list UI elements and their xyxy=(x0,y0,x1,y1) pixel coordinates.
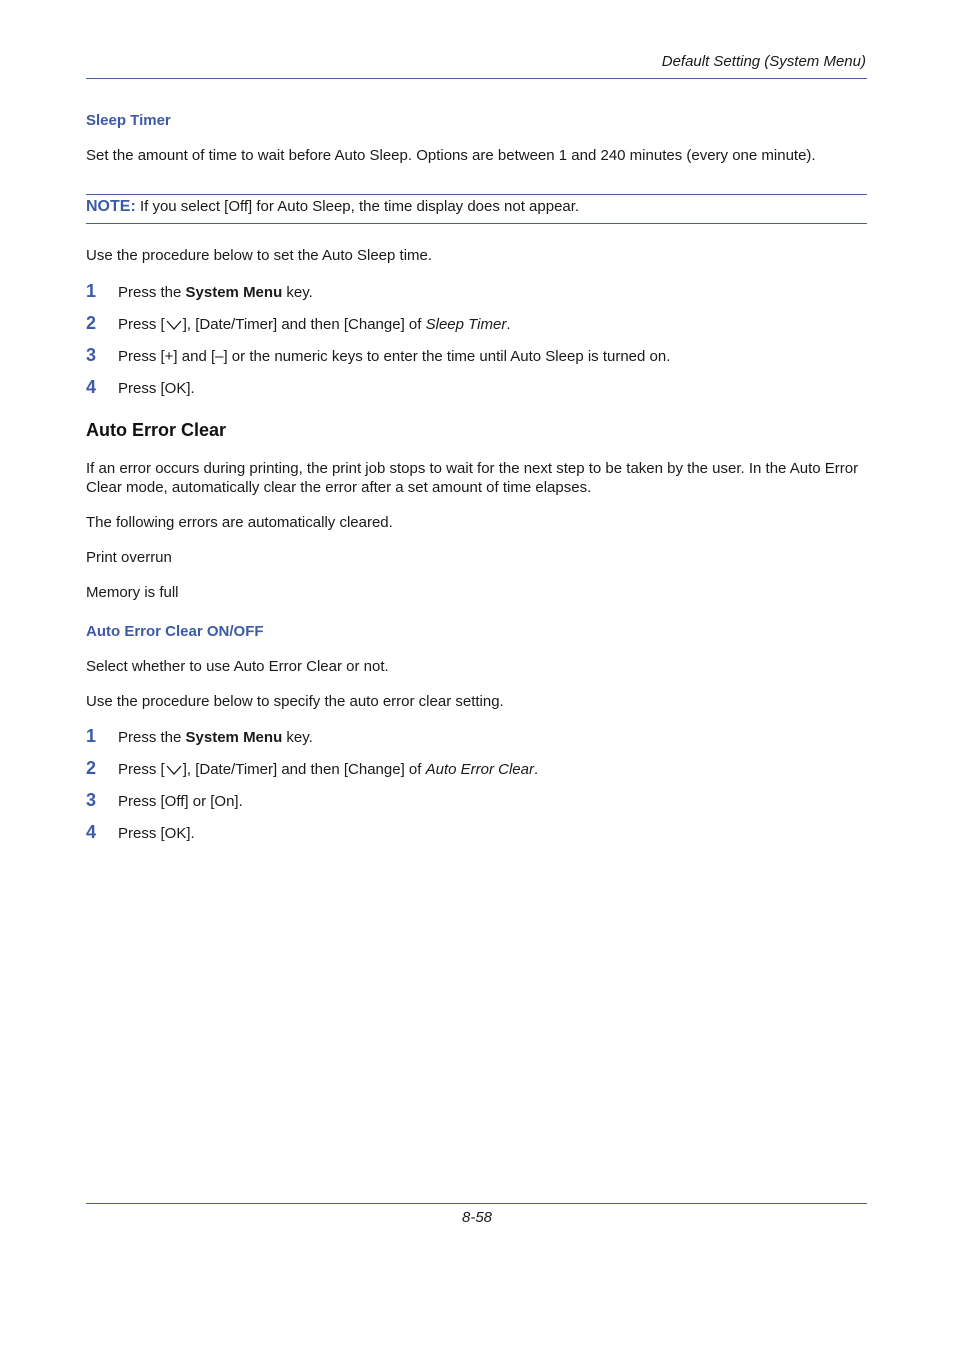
step-number: 4 xyxy=(86,377,97,397)
sleep-step-3: 3 Press [+] and [–] or the numeric keys to enter the time until Auto Sleep is turned on. xyxy=(86,345,671,365)
aec-step-1: 1 Press the System Menu key. xyxy=(86,726,313,746)
sleep-step-1: 1 Press the System Menu key. xyxy=(86,281,313,301)
note-label: NOTE: xyxy=(86,198,136,215)
errors-intro: The following errors are automatically cleared. xyxy=(86,514,393,531)
footer-rule xyxy=(86,1203,867,1204)
sleep-step-4: 4 Press [OK]. xyxy=(86,377,195,397)
step-number: 4 xyxy=(86,822,97,842)
system-menu-key-label: System Menu xyxy=(185,284,283,301)
onoff-procedure-intro: Use the procedure below to specify the auto error clear setting. xyxy=(86,693,504,710)
header-rule xyxy=(86,78,867,79)
onoff-description: Select whether to use Auto Error Clear or not. xyxy=(86,658,389,675)
chevron-down-icon xyxy=(165,764,183,776)
sleep-timer-heading: Sleep Timer xyxy=(86,112,171,129)
step-number: 2 xyxy=(86,313,97,333)
note-top-rule xyxy=(86,194,867,195)
sleep-timer-description: Set the amount of time to wait before Auto Sleep. Options are between 1 and 240 minutes (every one minute). xyxy=(86,147,816,164)
auto-error-clear-onoff-heading: Auto Error Clear ON/OFF xyxy=(86,623,264,640)
system-menu-key-label: System Menu xyxy=(185,729,283,746)
page-number: 8-58 xyxy=(461,1209,493,1226)
aec-step-3: 3 Press [Off] or [On]. xyxy=(86,790,243,810)
aec-step-2: 2 Press [ ], [Date/Timer] and then [Change] of Auto Error Clear. xyxy=(86,758,539,778)
sleep-step-2: 2 Press [ ], [Date/Timer] and then [Change] of Sleep Timer. xyxy=(86,313,511,333)
step-number: 3 xyxy=(86,345,97,365)
chevron-down-icon xyxy=(165,319,183,331)
note-box xyxy=(86,198,579,216)
step-number: 1 xyxy=(86,281,97,301)
step-number: 3 xyxy=(86,790,97,810)
note-bottom-rule xyxy=(86,223,867,224)
error-item-memory-full: Memory is full xyxy=(86,584,179,601)
step-number: 2 xyxy=(86,758,97,778)
auto-error-clear-title: Auto Error Clear xyxy=(86,420,227,440)
running-header: Default Setting (System Menu) xyxy=(661,53,866,70)
error-item-print-overrun: Print overrun xyxy=(86,549,172,566)
step-number: 1 xyxy=(86,726,97,746)
auto-error-clear-description: If an error occurs during printing, the print job stops to wait for the next step to be taken by the user. In the Auto Error Clear mode, automatically clear the error after a set amount of time elapses. xyxy=(86,460,859,496)
aec-step-4: 4 Press [OK]. xyxy=(86,822,195,842)
note-text: If you select [Off] for Auto Sleep, the time display does not appear. xyxy=(135,198,580,215)
sleep-timer-procedure-intro: Use the procedure below to set the Auto Sleep time. xyxy=(86,247,433,264)
